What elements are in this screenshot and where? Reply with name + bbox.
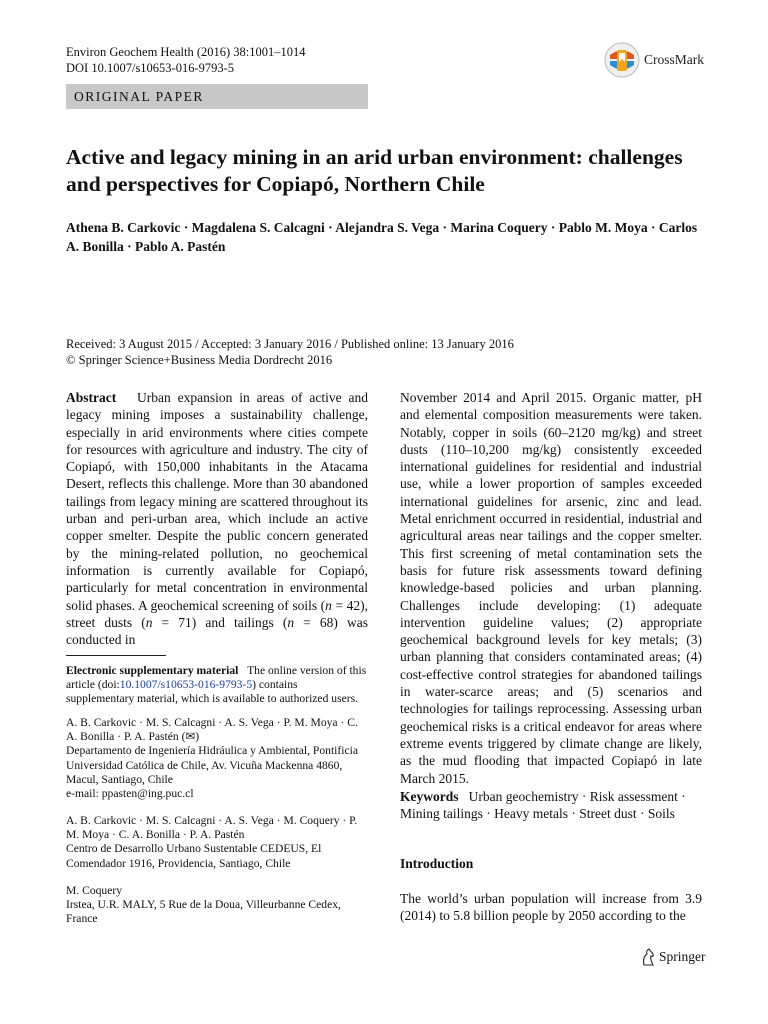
introduction-text: The world’s urban population will increase from 3.9 (2014) to 5.8 billion people by 2050 according to the (400, 891, 702, 924)
footnote-rule (66, 655, 166, 656)
abstract-heading: Abstract (66, 390, 117, 405)
supplementary-doi-link[interactable]: 10.1007/s10653-016-9793-5 (119, 678, 253, 692)
affiliation-institution: Departamento de Ingeniería Hidráulica y Ambiental, Pontificia Universidad Católica de Chile, Av. Vicuña Mackenna 4860, Macul, Santiago, Chile (66, 744, 358, 786)
abstract-left-column (66, 389, 368, 648)
abstract-text-2: = 42), street dusts ( (66, 597, 369, 630)
keywords (400, 788, 702, 823)
abstract-text-4: = 68) was conducted in (66, 614, 368, 648)
supplementary-text-end: ) contains supplementary material, which is available to authorized users. (66, 678, 359, 706)
history-dates: Received: 3 August 2015 / Accepted: 3 January 2016 / Published online: 13 January 2016 (66, 337, 514, 351)
crossmark-badge[interactable] (604, 42, 704, 78)
supplementary-note (66, 664, 368, 707)
crossmark-label: CrossMark (644, 52, 704, 67)
sample-count-symbol: n (287, 614, 295, 630)
author-list: Athena B. Carkovic · Magdalena S. Calcagni · Alejandra S. Vega · Marina Coquery · Pablo M. Moya · Carlos A. Bonilla · Pablo A. Pastén (66, 220, 698, 254)
affiliation-block (66, 884, 368, 927)
affiliation-authors: M. Coquery (66, 884, 123, 897)
corresponding-email[interactable]: e-mail: ppasten@ing.puc.cl (66, 787, 194, 801)
keywords-heading: Keywords (400, 789, 459, 804)
abstract-text-3: = 71) and tailings ( (152, 614, 288, 630)
supplementary-heading: Electronic supplementary material (66, 664, 239, 677)
article-title: Active and legacy mining in an arid urban environment: challenges and perspectives for Copiapó, Northern Chile (66, 145, 683, 196)
sample-count-symbol: n (145, 614, 153, 630)
article-type-label: ORIGINAL PAPER (74, 89, 204, 104)
affiliation-block (66, 716, 368, 801)
publication-dates (66, 336, 706, 368)
abstract-paragraph (66, 389, 368, 648)
keywords-list: Urban geochemistry · Risk assessment · Mining tailings · Heavy metals · Street dust · Soils (400, 789, 686, 822)
doi-line: DOI 10.1007/s10653-016-9793-5 (66, 61, 235, 75)
crossmark-icon (604, 42, 640, 78)
affiliation-authors: A. B. Carkovic · M. S. Calcagni · A. S. Vega · P. M. Moya · C. A. Bonilla · P. A. Pastén (✉) (66, 716, 358, 744)
journal-citation: Environ Geochem Health (2016) 38:1001–1014 (66, 45, 306, 59)
sample-count-symbol: n (325, 597, 332, 613)
affiliation-block (66, 814, 368, 871)
article-type-banner (66, 84, 368, 109)
publisher-name: Springer (659, 949, 706, 964)
springer-horse-icon (640, 948, 656, 966)
affiliation-institution: Irstea, U.R. MALY, 5 Rue de la Doua, Villeurbanne Cedex, France (66, 898, 341, 926)
introduction-heading: Introduction (400, 856, 474, 871)
affiliation-institution: Centro de Desarrollo Urbano Sustentable CEDEUS, El Comendador 1916, Providencia, Santiago, Chile (66, 842, 322, 870)
abstract-continued: November 2014 and April 2015. Organic matter, pH and elemental composition measurements were taken. Notably, copper in soils (60–2120 mg/kg) and street dusts (110–10,200 mg/kg) consistently exceeded international guidelines for residential and industrial use, while a lower proportion of samples exceeded international guidelines for arsenic, zinc and lead. Metal enrichment occurred in residential, industrial and agricultural areas near tailings and the copper smelter. This first screening of metal contamination sets the basis for future risk assessments toward defining knowledge-based policies and urban planning. Challenges include developing: (1) adequate intervention guideline values; (2) appropriate geochemical background levels for key metals; (3) urban planning that considers contaminated areas; (4) cost-effective control strategies for abandoned tailings in water-scarce areas; and (5) scenarios and technologies for tailings reprocessing. Assessing urban geochemical risks is a critical endeavor for areas where extreme events triggered by climate change are likely, as the mud flooding that impacted Copiapó in late March 2015. (400, 390, 702, 786)
journal-header (66, 44, 306, 76)
affiliation-authors: A. B. Carkovic · M. S. Calcagni · A. S. Vega · M. Coquery · P. M. Moya · C. A. Bonilla · P. A. Pastén (66, 814, 358, 842)
publisher-logo (640, 948, 706, 966)
copyright-line: © Springer Science+Business Media Dordrecht 2016 (66, 353, 333, 367)
abstract-right-column (400, 389, 702, 787)
abstract-text-1: Urban expansion in areas of active and legacy mining imposes a sustainability challenge, especially in arid environments where cities compete for resources with agriculture and industry. The city of Copiapó, with 150,000 inhabitants in the Atacama Desert, reflects this challenge. More than 30 abandoned tailings from legacy mining are scattered throughout its urban and peri-urban area, which include an active copper smelter. Despite the public concern generated by the mining-related pollution, no geochemical information is currently available for Copiapó, particularly for metal concentration in environmental solid phases. A geochemical screening of soils ( (66, 390, 369, 613)
supplementary-text: The online version of this article (doi: (66, 664, 367, 692)
